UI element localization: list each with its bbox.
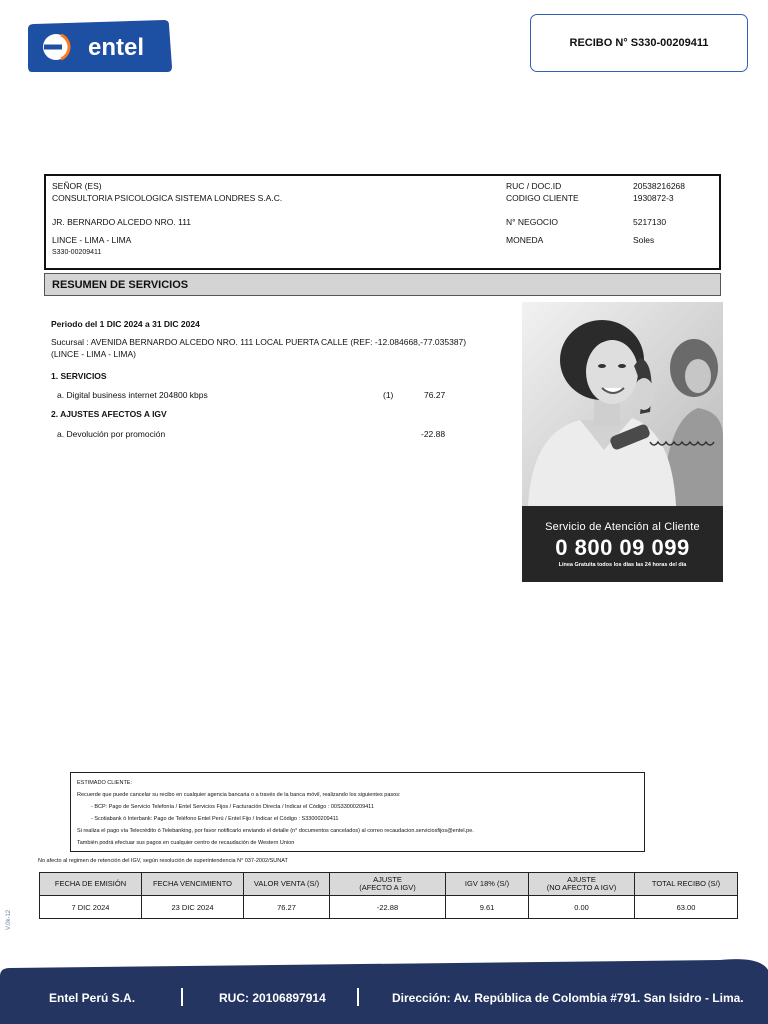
ruc-value: 20538216268: [633, 181, 686, 191]
client-district: LINCE - LIMA - LIMA: [52, 235, 132, 245]
footer-bar: [0, 944, 768, 1024]
notice-line: Recuerde que puede cancelar su recibo en cualquier agencia bancaria o a través de la banca móvil, realizando los siguientes pasos:: [77, 792, 401, 798]
ruc-label: RUC / DOC.ID: [506, 181, 562, 191]
adjust-item-amount: -22.88: [421, 429, 446, 439]
header-ajuste-afecto-l1: AJUSTE: [373, 875, 402, 884]
header-fecha-emision: FECHA DE EMISIÓN: [40, 873, 142, 896]
client-address: JR. BERNARDO ALCEDO NRO. 111: [52, 217, 192, 227]
entel-logo: [28, 20, 172, 72]
value-valor-venta: 76.27: [244, 896, 330, 919]
section-ajustes: 2. AJUSTES AFECTOS A IGV: [51, 409, 167, 419]
header-ajuste-afecto: [330, 873, 446, 896]
summary-header-row: [40, 873, 738, 896]
branch-line-1: Sucursal : AVENIDA BERNARDO ALCEDO NRO. 111 LOCAL PUERTA CALLE (REF: -12.084668,-77.035387): [51, 337, 467, 347]
notice-line: - BCP: Pago de Servicio Telefonía / Entel Servicios Fijos / Facturación Directa / Indicar el Código : 00S33000209411: [91, 804, 374, 810]
codigo-value: 1930872-3: [633, 193, 674, 203]
section-servicios: 1. SERVICIOS: [51, 371, 107, 381]
customer-service-photo: [522, 302, 723, 582]
footer-address: Dirección: Av. República de Colombia #791. San Isidro - Lima.: [392, 991, 744, 1005]
receipt-number-box: [530, 14, 748, 72]
negocio-label: N° NEGOCIO: [506, 217, 559, 227]
service-title: Servicio de Atención al Cliente: [545, 521, 700, 533]
client-name: CONSULTORIA PSICOLOGICA SISTEMA LONDRES S.A.C.: [52, 193, 283, 203]
resumen-header: [44, 273, 721, 296]
footer-company: Entel Perú S.A.: [49, 991, 136, 1005]
resumen-title: RESUMEN DE SERVICIOS: [52, 279, 189, 291]
branch-line-2: (LINCE - LIMA - LIMA): [51, 349, 137, 359]
service-item-qty: (1): [383, 390, 394, 400]
client-info-box: [44, 174, 721, 270]
client-receipt-ref: S330-00209411: [52, 249, 102, 256]
value-fecha-emision: 7 DIC 2024: [40, 896, 142, 919]
footer-divider: [181, 988, 183, 1006]
summary-table: [39, 872, 738, 919]
value-ajuste-no-afecto: 0.00: [529, 896, 635, 919]
header-igv: IGV 18% (S/): [446, 873, 529, 896]
header-valor-venta: VALOR VENTA (S/): [244, 873, 330, 896]
adjust-item-desc: a. Devolución por promoción: [57, 429, 166, 439]
service-subtitle: Línea Gratuita todos los días las 24 horas del día: [558, 562, 687, 568]
footer-ruc: RUC: 20106897914: [219, 991, 326, 1005]
moneda-value: Soles: [633, 235, 655, 245]
header-total-recibo: TOTAL RECIBO (S/): [635, 873, 738, 896]
notice-line: También podrá efectuar sus pagos en cualquier centro de recaudación de Western Union: [77, 840, 295, 846]
value-ajuste-afecto: -22.88: [330, 896, 446, 919]
notice-line: ESTIMADO CLIENTE:: [77, 780, 133, 786]
billing-period: Periodo del 1 DIC 2024 a 31 DIC 2024: [51, 319, 200, 329]
header-fecha-vencimiento: FECHA VENCIMIENTO: [142, 873, 244, 896]
footer-divider: [357, 988, 359, 1006]
header-ajuste-afecto-l2: (AFECTO A IGV): [359, 883, 416, 892]
notice-line: - Scotiabank ó Interbank: Pago de Teléfono Entel Perú / Entel Fijo / Indicar el Código : S33000209411: [91, 816, 339, 822]
negocio-value: 5217130: [633, 217, 667, 227]
codigo-label: CODIGO CLIENTE: [506, 193, 579, 203]
igv-note: No afecto al regimen de retención del IGV, según resolución de superintendencia N° 037-2002/SUNAT: [38, 858, 288, 864]
header-ajuste-no-afecto: [529, 873, 635, 896]
receipt-title: RECIBO N° S330-00209411: [569, 37, 709, 49]
version-code: V.0k-12: [6, 909, 12, 930]
notice-line: Si realiza el pago vía Telecrédito ó Telebanking, por favor notificarlo enviando el detalle (n° documentos cancelados) al correo recaudacion.serviciosfijos@entel.pe.: [77, 828, 474, 834]
value-fecha-vencimiento: 23 DIC 2024: [142, 896, 244, 919]
senor-label: SEÑOR (ES): [52, 181, 102, 191]
summary-value-row: [40, 896, 738, 919]
service-phone-band: [522, 506, 723, 582]
moneda-label: MONEDA: [506, 235, 544, 245]
service-item-amount: 76.27: [424, 390, 446, 400]
header-ajuste-no-afecto-l1: AJUSTE: [567, 875, 596, 884]
value-total-recibo: 63.00: [635, 896, 738, 919]
service-phone-number: 0 800 09 099: [555, 535, 690, 560]
service-item-desc: a. Digital business internet 204800 kbps: [57, 390, 208, 400]
payment-notice-box: [70, 772, 645, 852]
header-ajuste-no-afecto-l2: (NO AFECTO A IGV): [546, 883, 617, 892]
brand-name: entel: [88, 34, 145, 61]
value-igv: 9.61: [446, 896, 529, 919]
